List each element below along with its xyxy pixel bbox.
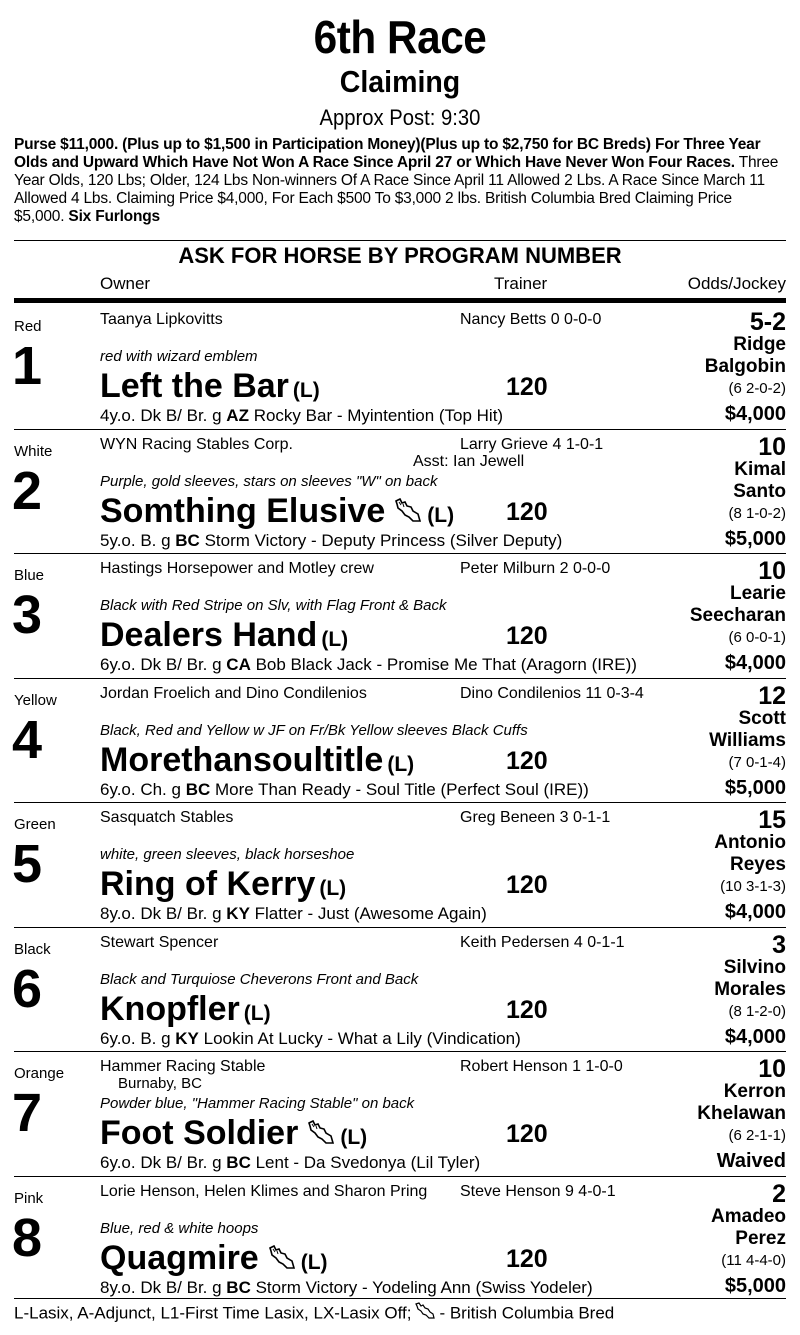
trainer-name: Nancy Betts 0 0-0-0 <box>460 311 602 328</box>
age-color-sex: 8y.o. Dk B/ Br. g <box>100 1278 227 1297</box>
entry-divider <box>14 927 786 928</box>
sire-dam: Lookin At Lucky - What a Lily (Vindication) <box>198 1029 521 1048</box>
breeding-line <box>100 1029 521 1049</box>
jockey-stats: (11 4-4-0) <box>721 1252 786 1269</box>
entry-divider <box>14 802 786 803</box>
sire-dam: Rocky Bar - Myintention (Top Hit) <box>248 406 504 425</box>
jockey-name <box>733 459 786 503</box>
silks-description: Black, Red and Yellow w JF on Fr/Bk Yellow sleeves Black Cuffs <box>100 722 528 739</box>
horse-name-line <box>100 989 271 1034</box>
bc-bred-icon <box>306 1115 336 1155</box>
jockey-last-name: Reyes <box>730 854 786 875</box>
sire-dam: More Than Ready - Soul Title (Perfect Soul (IRE)) <box>210 780 589 799</box>
entry-row <box>0 553 800 677</box>
post-time: Approx Post: 9:30 <box>319 105 481 130</box>
claiming-price: $5,000 <box>724 1275 786 1297</box>
saddle-cloth-color: Yellow <box>14 692 57 709</box>
owner-name: Hastings Horsepower and Motley crew <box>100 560 374 577</box>
jockey-stats: (8 1-2-0) <box>728 1003 786 1020</box>
race-type: Claiming <box>339 64 461 99</box>
morning-line-odds: 10 <box>758 557 786 585</box>
bc-province-icon <box>414 1302 436 1326</box>
morning-line-odds: 5-2 <box>749 308 786 336</box>
bred-state: BC <box>175 531 200 550</box>
jockey-last-name: Morales <box>714 979 786 1000</box>
jockey-last-name: Balgobin <box>704 356 786 377</box>
horse-name: Foot Soldier <box>100 1114 299 1152</box>
weight: 120 <box>506 498 548 526</box>
owner-location: Burnaby, BC <box>118 1075 202 1092</box>
saddle-cloth-color: White <box>14 443 53 460</box>
claiming-price: $4,000 <box>724 901 786 923</box>
jockey-stats: (7 0-1-4) <box>728 754 786 771</box>
header-divider <box>14 298 786 303</box>
breeding-line <box>100 406 503 426</box>
entry-row <box>0 304 800 428</box>
horse-name: Morethansoultitle <box>100 741 384 779</box>
weight: 120 <box>506 996 548 1024</box>
weight: 120 <box>506 747 548 775</box>
trainer-name: Keith Pedersen 4 0-1-1 <box>460 934 625 951</box>
sire-dam: Storm Victory - Yodeling Ann (Swiss Yodeler) <box>250 1278 593 1297</box>
jockey-first-name: Ridge <box>733 334 786 355</box>
trainer-name: Steve Henson 9 4-0-1 <box>460 1183 616 1200</box>
owner-name: Taanya Lipkovitts <box>100 311 223 328</box>
bred-state: BC <box>226 1153 251 1172</box>
medication-indicator: (L) <box>243 1002 271 1025</box>
program-number: 4 <box>12 710 43 770</box>
morning-line-odds: 2 <box>772 1180 786 1208</box>
jockey-name <box>705 334 786 378</box>
entry-divider <box>14 553 786 554</box>
age-color-sex: 6y.o. Dk B/ Br. g <box>100 655 227 674</box>
silks-description: Purple, gold sleeves, stars on sleeves "W" on back <box>100 473 438 490</box>
medication-indicator: (L) <box>319 877 347 900</box>
saddle-cloth-color: Orange <box>14 1065 65 1082</box>
silks-description: Powder blue, "Hammer Racing Stable" on back <box>100 1095 415 1112</box>
owner-name: WYN Racing Stables Corp. <box>100 436 293 453</box>
column-header-odds-jockey: Odds/Jockey <box>687 274 786 293</box>
saddle-cloth-color: Blue <box>14 567 45 584</box>
horse-name: Knopfler <box>100 990 240 1028</box>
program-number: 1 <box>12 336 43 396</box>
saddle-cloth-color: Black <box>14 941 51 958</box>
medication-indicator: (L) <box>387 753 415 776</box>
saddle-cloth-color: Pink <box>14 1190 44 1207</box>
saddle-cloth-color: Red <box>14 318 42 335</box>
race-title: 6th Race <box>313 11 487 63</box>
jockey-name <box>714 832 786 876</box>
medication-indicator: (L) <box>292 379 320 402</box>
bc-bred-icon <box>393 493 423 533</box>
morning-line-odds: 3 <box>772 931 786 959</box>
jockey-first-name: Antonio <box>714 832 786 853</box>
age-color-sex: 5y.o. B. g <box>100 531 176 550</box>
jockey-first-name: Amadeo <box>711 1206 786 1227</box>
entry-row <box>0 927 800 1051</box>
weight: 120 <box>506 871 548 899</box>
entry-row <box>0 1176 800 1300</box>
column-header-owner: Owner <box>100 274 151 293</box>
program-number: 3 <box>12 585 43 645</box>
owner-name: Sasquatch Stables <box>100 809 234 826</box>
morning-line-odds: 10 <box>758 433 786 461</box>
entry-divider <box>14 429 786 430</box>
claiming-price: $4,000 <box>724 403 786 425</box>
breeding-line <box>100 1153 480 1173</box>
jockey-last-name: Khelawan <box>697 1103 786 1124</box>
horse-name-line <box>100 1113 367 1158</box>
footer-divider <box>14 1298 786 1299</box>
breeding-line <box>100 780 589 800</box>
bred-state: KY <box>175 1029 199 1048</box>
entry-divider <box>14 1051 786 1052</box>
silks-description: white, green sleeves, black horseshoe <box>100 846 355 863</box>
jockey-stats: (6 0-0-1) <box>728 629 786 646</box>
age-color-sex: 4y.o. Dk B/ Br. g <box>100 406 227 425</box>
conditions-distance: Six Furlongs <box>64 208 160 225</box>
bred-state: BC <box>226 1278 251 1297</box>
claiming-price: $5,000 <box>724 777 786 799</box>
jockey-last-name: Perez <box>735 1228 786 1249</box>
medication-indicator: (L) <box>321 628 349 651</box>
horse-name-line <box>100 1238 328 1283</box>
weight: 120 <box>506 1120 548 1148</box>
jockey-name <box>697 1081 786 1125</box>
owner-name: Stewart Spencer <box>100 934 219 951</box>
jockey-stats: (6 2-1-1) <box>728 1127 786 1144</box>
claiming-price: Waived <box>716 1150 786 1172</box>
weight: 120 <box>506 1245 548 1273</box>
silks-description: Black and Turquiose Cheverons Front and Back <box>100 971 419 988</box>
horse-name: Dealers Hand <box>100 616 318 654</box>
sire-dam: Flatter - Just (Awesome Again) <box>249 904 487 923</box>
entry-row <box>0 1051 800 1175</box>
owner-name: Lorie Henson, Helen Klimes and Sharon Pring <box>100 1183 428 1200</box>
morning-line-odds: 12 <box>758 682 786 710</box>
entry-divider <box>14 1176 786 1177</box>
sire-dam: Bob Black Jack - Promise Me That (Aragorn (IRE)) <box>250 655 637 674</box>
trainer-name: Dino Condilenios 11 0-3-4 <box>460 685 644 702</box>
bred-state: CA <box>226 655 251 674</box>
jockey-last-name: Santo <box>733 481 786 502</box>
claiming-price: $5,000 <box>724 528 786 550</box>
horse-name-line <box>100 491 454 536</box>
entry-divider <box>14 678 786 679</box>
saddle-cloth-color: Green <box>14 816 56 833</box>
owner-name: Hammer Racing Stable <box>100 1058 266 1075</box>
jockey-first-name: Scott <box>738 708 786 729</box>
silks-description: red with wizard emblem <box>100 348 258 365</box>
claiming-price: $4,000 <box>724 1026 786 1048</box>
program-number: 8 <box>12 1208 43 1268</box>
conditions-weights: Three Year Olds, 120 Lbs; Older, 124 Lbs Non-winners Of A Race Since April 11 Allowed 2 Lbs. A Race Since March 11 Allowed 4 Lbs. Claiming Price $4,000, For Each $500 To $3,000 2 lbs. British Columbia Bred Claiming Price $5,000. <box>14 154 779 225</box>
jockey-first-name: Silvino <box>723 957 786 978</box>
trainer-name: Greg Beneen 3 0-1-1 <box>460 809 611 826</box>
entry-row <box>0 802 800 926</box>
horse-name: Quagmire <box>100 1239 259 1277</box>
medication-indicator: (L) <box>427 504 455 527</box>
jockey-last-name: Williams <box>709 730 786 751</box>
trainer-name: Larry Grieve 4 1-0-1 <box>460 436 604 453</box>
jockey-first-name: Learie <box>730 583 786 604</box>
legend-text: L-Lasix, A-Adjunct, L1-First Time Lasix, LX-Lasix Off; <box>14 1303 412 1323</box>
bc-bred-icon <box>267 1240 297 1280</box>
jockey-first-name: Kimal <box>734 459 786 480</box>
horse-name-line <box>100 864 346 909</box>
jockey-name <box>711 1206 786 1250</box>
jockey-stats: (10 3-1-3) <box>720 878 786 895</box>
race-conditions <box>14 136 786 226</box>
column-header-trainer: Trainer <box>494 274 548 293</box>
sire-dam: Lent - Da Svedonya (Lil Tyler) <box>250 1153 481 1172</box>
bred-state: AZ <box>226 406 249 425</box>
horse-name-line <box>100 740 414 785</box>
trainer-name: Peter Milburn 2 0-0-0 <box>460 560 611 577</box>
age-color-sex: 6y.o. B. g <box>100 1029 176 1048</box>
jockey-name <box>690 583 786 627</box>
claiming-price: $4,000 <box>724 652 786 674</box>
trainer-name: Robert Henson 1 1-0-0 <box>460 1058 623 1075</box>
horse-name-line <box>100 615 348 660</box>
horse-name: Somthing Elusive <box>100 492 386 530</box>
weight: 120 <box>506 622 548 650</box>
horse-name: Left the Bar <box>100 367 289 405</box>
program-number: 2 <box>12 461 43 521</box>
age-color-sex: 6y.o. Dk B/ Br. g <box>100 1153 227 1172</box>
entry-row <box>0 429 800 553</box>
silks-description: Blue, red & white hoops <box>100 1220 259 1237</box>
morning-line-odds: 15 <box>758 806 786 834</box>
breeding-line <box>100 904 487 924</box>
bred-state: KY <box>226 904 250 923</box>
jockey-stats: (6 2-0-2) <box>728 380 786 397</box>
age-color-sex: 8y.o. Dk B/ Br. g <box>100 904 227 923</box>
silks-description: Black with Red Stripe on Slv, with Flag Front & Back <box>100 597 447 614</box>
bred-state: BC <box>185 780 211 799</box>
program-number: 7 <box>12 1083 43 1143</box>
medication-indicator: (L) <box>340 1126 368 1149</box>
entry-row <box>0 678 800 802</box>
program-number: 6 <box>12 959 43 1019</box>
breeding-line <box>100 655 637 675</box>
breeding-line <box>100 1278 593 1298</box>
jockey-name <box>714 957 786 1001</box>
breeding-line <box>100 531 562 551</box>
jockey-stats: (8 1-0-2) <box>728 505 786 522</box>
jockey-first-name: Kerron <box>723 1081 786 1102</box>
horse-name-line <box>100 366 320 411</box>
assistant-trainer: Asst: Ian Jewell <box>413 453 525 470</box>
ask-for-banner: ASK FOR HORSE BY PROGRAM NUMBER <box>14 240 786 271</box>
conditions-purse: Purse $11,000. (Plus up to $1,500 in Participation Money)(Plus up to $2,750 for BC Breds) For Three Year Olds and Upward Which Have Not Won A Race Since April 27 or Which Have Never Won Four Races. <box>14 136 761 171</box>
weight: 120 <box>506 373 548 401</box>
legend <box>14 1302 614 1326</box>
jockey-last-name: Seecharan <box>689 605 786 626</box>
jockey-name <box>709 708 786 752</box>
program-number: 5 <box>12 834 43 894</box>
owner-name: Jordan Froelich and Dino Condilenios <box>100 685 367 702</box>
legend-bc-text: - British Columbia Bred <box>439 1303 615 1323</box>
age-color-sex: 6y.o. Ch. g <box>100 780 186 799</box>
sire-dam: Storm Victory - Deputy Princess (Silver Deputy) <box>199 531 563 550</box>
medication-indicator: (L) <box>300 1251 328 1274</box>
horse-name: Ring of Kerry <box>100 865 316 903</box>
morning-line-odds: 10 <box>758 1055 786 1083</box>
